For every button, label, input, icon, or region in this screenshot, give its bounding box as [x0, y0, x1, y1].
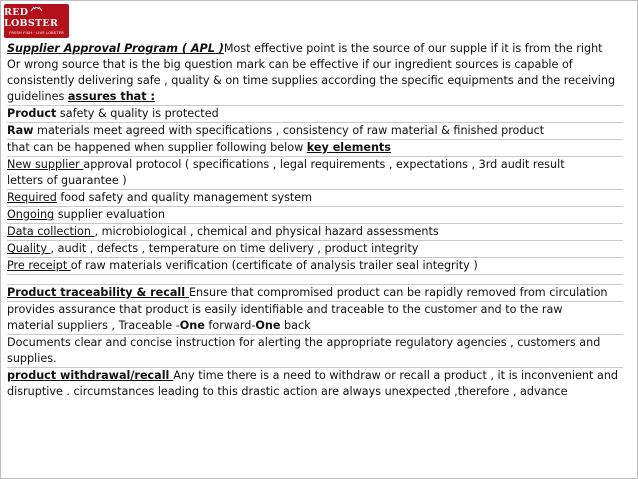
- text-line: [7, 89, 635, 105]
- text: guidelines: [7, 90, 68, 103]
- assures-that-label: assures that :: [67, 90, 155, 103]
- text: material suppliers , Traceable -: [7, 319, 180, 332]
- withdrawal-heading: product withdrawal/recall: [7, 369, 174, 382]
- text: Data collection: [7, 225, 95, 238]
- text: back: [280, 319, 311, 332]
- list-item-pre-receipt: [7, 258, 635, 274]
- text-line: [7, 318, 635, 334]
- text: food safety and quality management system: [56, 191, 313, 204]
- list-item-raw: [7, 123, 635, 139]
- text: Ensure that compromised product can be rapidly removed from circulation: [188, 286, 608, 299]
- text: One: [255, 319, 281, 332]
- list-item-data-collection: [7, 224, 635, 240]
- traceability-heading: Product traceability & recall: [7, 286, 189, 299]
- text: of raw materials verification (certificate of analysis trailer seal integrity ): [70, 259, 478, 272]
- text: safety & quality is protected: [56, 107, 219, 120]
- text-line: consistently delivering safe , quality & on time supplies according the specific equipments and the receiving: [7, 74, 616, 87]
- traceability-heading-line: [7, 285, 635, 301]
- text: materials meet agreed with specifications , consistency of raw material & finished product: [33, 124, 545, 137]
- text: Product: [7, 107, 57, 120]
- text: , microbiological , chemical and physical hazard assessments: [94, 225, 439, 238]
- text-line: supplies.: [7, 352, 57, 365]
- text-line: Documents clear and concise instruction for alerting the appropriate regulatory agencies , customers and: [7, 336, 601, 349]
- text: , audit , defects , temperature on time delivery , product integrity: [50, 242, 419, 255]
- supplier-approval-heading: Supplier Approval Program ( APL ): [7, 42, 224, 55]
- text: that can be happened when supplier following below: [7, 141, 307, 154]
- text: Any time there is a need to withdraw or recall a product , it is inconvenient and: [173, 369, 619, 382]
- text: approval protocol ( specifications , legal requirements , expectations , 3rd audit result: [83, 158, 565, 171]
- text: New supplier: [7, 158, 84, 171]
- list-item-quality: [7, 241, 635, 257]
- text-line: provides assurance that product is easily identifiable and traceable to the customer and to the raw: [7, 303, 563, 316]
- list-item-required: [7, 190, 635, 206]
- supplier-approval-heading-line: [7, 41, 635, 57]
- list-item-ongoing: [7, 207, 635, 223]
- list-item-key-elements: [7, 140, 635, 156]
- text-line: disruptive . circumstances leading to this drastic action are always unexpected ,therefore , advance: [7, 385, 568, 398]
- key-elements-label: key elements: [306, 141, 391, 154]
- logo-brand: RED LOBSTER: [4, 7, 59, 29]
- withdrawal-heading-line: [7, 368, 635, 384]
- text-line: letters of guarantee ): [7, 174, 127, 187]
- text: Ongoing: [7, 208, 55, 221]
- text-line: Or wrong source that is the big question mark can be effective if our ingredient sources is capable of: [7, 58, 573, 71]
- lobster-icon: [30, 6, 43, 12]
- text: Most effective point is the source of our supple if it is from the right: [223, 42, 603, 55]
- text: Pre receipt: [7, 259, 71, 272]
- text: One: [179, 319, 205, 332]
- text: supplier evaluation: [54, 208, 165, 221]
- logo-tagline: FRESH FISH · LIVE LOBSTER: [9, 31, 64, 35]
- text: Raw: [7, 124, 34, 137]
- red-lobster-logo: [4, 4, 69, 38]
- list-item-product: [7, 106, 635, 122]
- text: forward-: [204, 319, 256, 332]
- spacer: [7, 275, 635, 284]
- text: Required: [7, 191, 57, 204]
- document-body: [7, 41, 635, 400]
- text: Quality: [7, 242, 51, 255]
- list-item-new-supplier: [7, 157, 635, 173]
